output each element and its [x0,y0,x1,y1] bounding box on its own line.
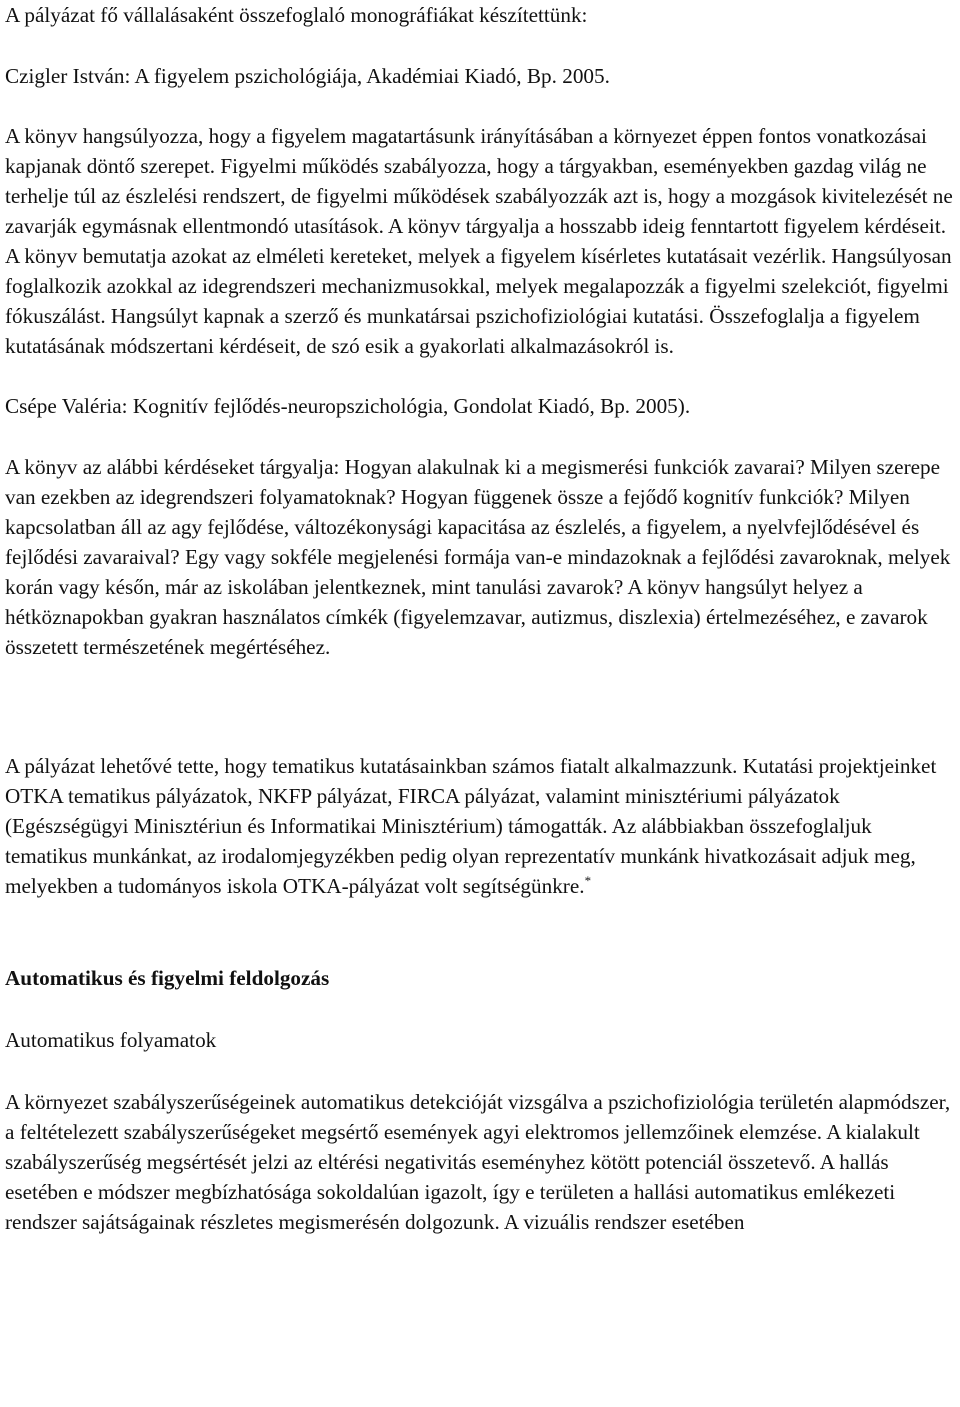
summary-paragraph [5,751,955,901]
subsection-heading: Automatikus folyamatok [5,1028,217,1052]
reference-czigler: Czigler István: A figyelem pszichológiája, Akadémiai Kiadó, Bp. 2005. [5,64,610,88]
intro-paragraph: A pályázat fő vállalásaként összefoglaló monográfiákat készítettünk: [5,3,588,27]
reference-czigler-description: A könyv hangsúlyozza, hogy a figyelem magatartásunk irányításában a környezet éppen fontos vonatkozásai kapjanak döntő szerepet. Figyelmi működés szabályozza, hogy a tárgyakban, eseményekben gazdag világ ne terhelje túl az észlelési rendszert, de figyelmi működések szabályozzák azt is, hogy a mozgások kivitelezését ne zavarják egymásnak ellentmondó utasítások. A könyv tárgyalja a hosszabb ideig fenntartott figyelem kérdéseit. A könyv bemutatja azokat az elméleti kereteket, melyek a figyelem kísérletes kutatásait vezérlik. Hangsúlyosan foglalkozik azokkal az idegrendszeri mechanizmusokkal, melyek megalapozzák a figyelmi szelekciót, figyelmi fókuszálást. Hangsúlyt kapnak a szerző és munkatársai pszichofiziológiai kutatási. Összefoglalja a figyelem kutatásának módszertani kérdéseit, de szó esik a gyakorlati alkalmazásokról is. [5,124,953,358]
document-page [5,0,955,1237]
section-heading: Automatikus és figyelmi feldolgozás [5,966,330,990]
body-paragraph: A környezet szabályszerűségeinek automatikus detekcióját vizsgálva a pszichofiziológia területén alapmódszer, a feltételezett szabályszerűségeket megsértő események agyi elektromos jellemzőinek elemzése. A kialakult szabályszerűség megsértését jelzi az eltérési negativitás eseményhez kötött potenciál összetevő. A hallás esetében e módszer megbízhatósága sokoldalúan igazolt, így e területen a hallási automatikus emlékezeti rendszer sajátságainak részletes megismerésén dolgozunk. A vizuális rendszer esetében [5,1090,951,1234]
reference-csepe-description: A könyv az alábbi kérdéseket tárgyalja: Hogyan alakulnak ki a megismerési funkciók zavarai? Milyen szerepe van ezekben az idegrendszeri folyamatoknak? Hogyan függenek össze a fejődő kognitív funkciók? Milyen kapcsolatban áll az agy fejlődése, változékonysági kapacitása az észlelés, a figyelem, a nyelvfejlődésével és fejlődési zavaraival? Egy vagy sokféle megjelenési formája van-e mindazoknak a fejlődési zavaroknak, melyek korán vagy későn, már az iskolában jelentkeznek, mint tanulási zavarok? A könyv hangsúlyt helyez a hétköznapokban gyakran használatos címkék (figyelemzavar, autizmus, diszlexia) értelmezéséhez, e zavarok összetett természetének megértéséhez. [5,455,951,659]
reference-csepe: Csépe Valéria: Kognitív fejlődés-neuropszichológia, Gondolat Kiadó, Bp. 2005). [5,394,691,418]
footnote-marker: * [584,873,592,888]
summary-text: A pályázat lehetővé tette, hogy tematikus kutatásainkban számos fiatalt alkalmazzunk. Kutatási projektjeinket OTKA tematikus pályázatok, NKFP pályázat, FIRCA pályázat, valamint minisztériumi pályázatok (Egészségügyi Minisztériun és Informatikai Minisztérium) támogatták. Az alábbiakban összefoglaljuk tematikus munkánkat, az irodalomjegyzékben pedig olyan reprezentatív munkánk hivatkozásait adjuk meg, melyekben a tudományos iskola OTKA-pályázat volt segítségünkre. [5,754,937,898]
